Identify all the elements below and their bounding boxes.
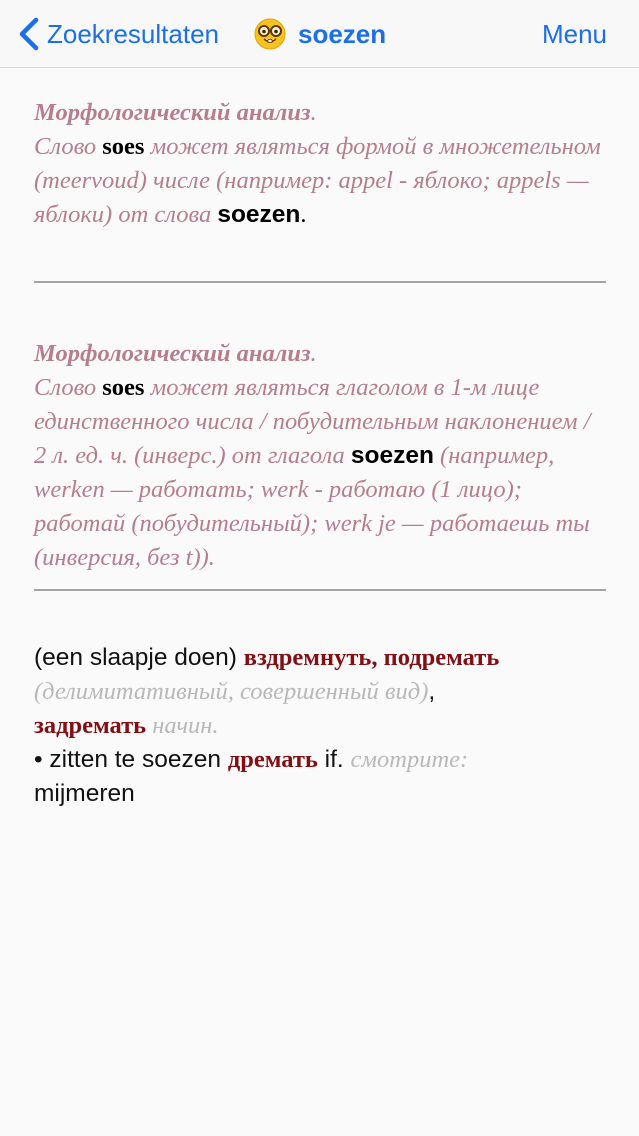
morphology-heading: Морфологический анализ (34, 340, 311, 367)
morphology-text: может являться формой в множетельном (meervoud) числе (например: appel - яблоко; appels — яблоки) от слова (34, 133, 601, 228)
nerd-face-emoji-icon (254, 18, 286, 50)
chevron-left-icon (16, 16, 42, 52)
base-word-link[interactable]: soezen (217, 201, 301, 228)
morphology-heading: Морфологический анализ (34, 99, 311, 126)
morphology-text: может являться глаголом в 1-м лице единственного числа / побудительным наклонением / 2 л. ед. ч. (инверс.) от глагола (34, 374, 591, 469)
article-content (34, 96, 606, 811)
dictionary-entry (34, 641, 606, 811)
see-also-link[interactable]: mijmeren (34, 780, 135, 807)
back-button[interactable] (16, 16, 219, 52)
morphology-example: (например, werken — работать; werk - работаю (1 лицо); работай (побудительный); werk je — работаешь ты (инверсия, без t)). (34, 442, 590, 571)
inflected-word: soes (102, 133, 145, 160)
abbreviation: if. (317, 746, 351, 773)
page-title (254, 16, 386, 52)
grammar-note: (делимитативный, совершенный вид) (34, 678, 429, 705)
see-also-label: смотрите: (350, 746, 469, 773)
grammar-note: начин. (146, 712, 219, 739)
morphology-prefix: Слово (34, 374, 103, 401)
phrase-context: (een slaapje doen) (34, 644, 244, 671)
translation: вздремнуть, подремать (243, 644, 500, 671)
morphology-prefix: Слово (34, 133, 103, 160)
inflected-word: soes (102, 374, 145, 401)
heading-dot: . (310, 99, 317, 126)
nav-title-text: soezen (298, 18, 387, 49)
morphology-block-1 (34, 96, 606, 232)
base-word-link[interactable]: soezen (350, 442, 434, 469)
translation: задремать (34, 712, 147, 739)
heading-dot: . (310, 340, 317, 367)
morphology-block-2 (34, 337, 606, 575)
translation: дремать (227, 746, 318, 773)
separator-comma: , (428, 678, 436, 705)
navigation-bar (0, 0, 639, 68)
usage-example: • zitten te soezen (34, 746, 228, 773)
back-button-label: Zoekresultaten (47, 18, 219, 49)
menu-button[interactable]: Menu (541, 19, 607, 49)
sentence-end: . (300, 201, 307, 228)
